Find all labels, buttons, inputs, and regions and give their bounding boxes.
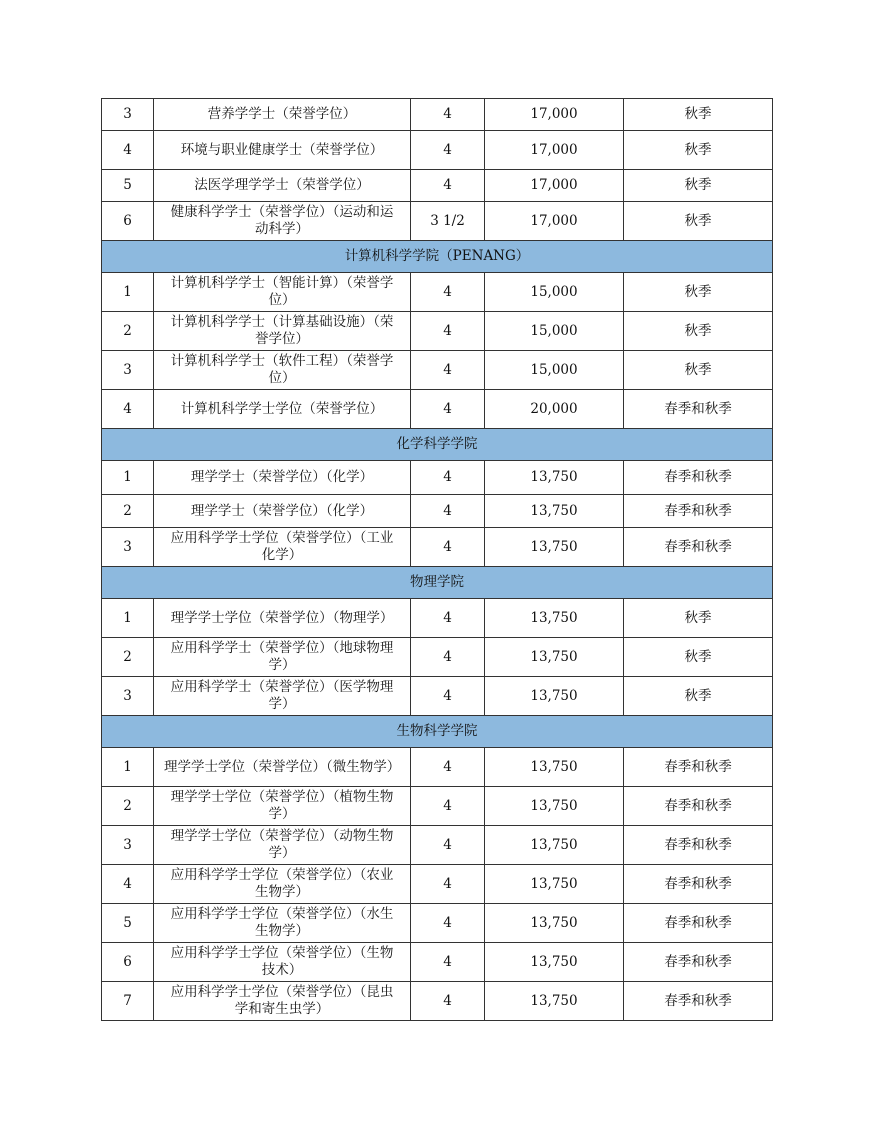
duration-years-cell: 4 bbox=[411, 528, 485, 567]
intake-season-cell: 秋季 bbox=[624, 351, 773, 390]
program-name-cell: 理学学士（荣誉学位）（化学） bbox=[154, 495, 411, 528]
intake-season-cell: 秋季 bbox=[624, 273, 773, 312]
intake-season-cell: 秋季 bbox=[624, 638, 773, 677]
section-header-row bbox=[102, 429, 773, 461]
program-number-cell: 5 bbox=[102, 904, 154, 943]
table-row bbox=[102, 495, 773, 528]
duration-years-cell: 4 bbox=[411, 170, 485, 202]
program-name-cell: 应用科学学士学位（荣誉学位）（生物技术） bbox=[154, 943, 411, 982]
tuition-fee-cell: 13,750 bbox=[485, 599, 624, 638]
intake-season-cell: 秋季 bbox=[624, 131, 773, 170]
section-header-row bbox=[102, 567, 773, 599]
program-name-cell: 计算机科学学士（智能计算）（荣誉学位） bbox=[154, 273, 411, 312]
tuition-fee-cell: 17,000 bbox=[485, 202, 624, 241]
intake-season-cell: 春季和秋季 bbox=[624, 748, 773, 787]
table-row bbox=[102, 131, 773, 170]
programs-table bbox=[101, 98, 773, 1021]
tuition-fee-cell: 13,750 bbox=[485, 638, 624, 677]
program-number-cell: 5 bbox=[102, 170, 154, 202]
duration-years-cell: 4 bbox=[411, 677, 485, 716]
tuition-fee-cell: 13,750 bbox=[485, 495, 624, 528]
section-title: 生物科学学院 bbox=[102, 716, 773, 748]
intake-season-cell: 春季和秋季 bbox=[624, 495, 773, 528]
program-name-cell: 环境与职业健康学士（荣誉学位） bbox=[154, 131, 411, 170]
tuition-fee-cell: 13,750 bbox=[485, 982, 624, 1021]
section-header-row bbox=[102, 241, 773, 273]
tuition-fee-cell: 15,000 bbox=[485, 351, 624, 390]
tuition-fee-cell: 13,750 bbox=[485, 865, 624, 904]
tuition-fee-cell: 20,000 bbox=[485, 390, 624, 429]
tuition-fee-cell: 17,000 bbox=[485, 131, 624, 170]
table-body bbox=[102, 99, 773, 1021]
program-name-cell: 计算机科学学士（计算基础设施）（荣誉学位） bbox=[154, 312, 411, 351]
intake-season-cell: 秋季 bbox=[624, 312, 773, 351]
intake-season-cell: 春季和秋季 bbox=[624, 865, 773, 904]
intake-season-cell: 春季和秋季 bbox=[624, 982, 773, 1021]
tuition-fee-cell: 15,000 bbox=[485, 312, 624, 351]
table-row bbox=[102, 599, 773, 638]
table-row bbox=[102, 787, 773, 826]
intake-season-cell: 春季和秋季 bbox=[624, 904, 773, 943]
program-number-cell: 7 bbox=[102, 982, 154, 1021]
program-number-cell: 6 bbox=[102, 202, 154, 241]
duration-years-cell: 4 bbox=[411, 826, 485, 865]
program-number-cell: 6 bbox=[102, 943, 154, 982]
table-row bbox=[102, 904, 773, 943]
intake-season-cell: 秋季 bbox=[624, 202, 773, 241]
duration-years-cell: 4 bbox=[411, 638, 485, 677]
program-number-cell: 4 bbox=[102, 865, 154, 904]
table-row bbox=[102, 528, 773, 567]
duration-years-cell: 4 bbox=[411, 982, 485, 1021]
intake-season-cell: 春季和秋季 bbox=[624, 826, 773, 865]
intake-season-cell: 春季和秋季 bbox=[624, 787, 773, 826]
section-title: 物理学院 bbox=[102, 567, 773, 599]
duration-years-cell: 4 bbox=[411, 461, 485, 495]
section-header-row bbox=[102, 716, 773, 748]
program-name-cell: 计算机科学学士（软件工程）（荣誉学位） bbox=[154, 351, 411, 390]
duration-years-cell: 3 1/2 bbox=[411, 202, 485, 241]
intake-season-cell: 春季和秋季 bbox=[624, 528, 773, 567]
program-name-cell: 理学学士学位（荣誉学位）（植物生物学） bbox=[154, 787, 411, 826]
program-name-cell: 法医学理学学士（荣誉学位） bbox=[154, 170, 411, 202]
tuition-fee-cell: 17,000 bbox=[485, 99, 624, 131]
program-number-cell: 3 bbox=[102, 677, 154, 716]
table-row bbox=[102, 390, 773, 429]
program-number-cell: 4 bbox=[102, 390, 154, 429]
table-row bbox=[102, 748, 773, 787]
duration-years-cell: 4 bbox=[411, 273, 485, 312]
table-row bbox=[102, 677, 773, 716]
program-name-cell: 营养学学士（荣誉学位） bbox=[154, 99, 411, 131]
table-row bbox=[102, 638, 773, 677]
program-number-cell: 3 bbox=[102, 826, 154, 865]
program-number-cell: 2 bbox=[102, 495, 154, 528]
program-name-cell: 应用科学学士（荣誉学位）（地球物理学） bbox=[154, 638, 411, 677]
duration-years-cell: 4 bbox=[411, 787, 485, 826]
program-name-cell: 理学学士学位（荣誉学位）（微生物学） bbox=[154, 748, 411, 787]
duration-years-cell: 4 bbox=[411, 351, 485, 390]
intake-season-cell: 秋季 bbox=[624, 599, 773, 638]
program-name-cell: 应用科学学士学位（荣誉学位）（水生生物学） bbox=[154, 904, 411, 943]
duration-years-cell: 4 bbox=[411, 748, 485, 787]
table-row bbox=[102, 826, 773, 865]
intake-season-cell: 春季和秋季 bbox=[624, 461, 773, 495]
program-name-cell: 应用科学学士学位（荣誉学位）（工业化学） bbox=[154, 528, 411, 567]
program-number-cell: 3 bbox=[102, 528, 154, 567]
duration-years-cell: 4 bbox=[411, 943, 485, 982]
program-number-cell: 3 bbox=[102, 351, 154, 390]
program-number-cell: 4 bbox=[102, 131, 154, 170]
table-row bbox=[102, 461, 773, 495]
tuition-fee-cell: 15,000 bbox=[485, 273, 624, 312]
tuition-fee-cell: 13,750 bbox=[485, 677, 624, 716]
table-row bbox=[102, 865, 773, 904]
table-row bbox=[102, 99, 773, 131]
program-number-cell: 2 bbox=[102, 312, 154, 351]
duration-years-cell: 4 bbox=[411, 495, 485, 528]
intake-season-cell: 春季和秋季 bbox=[624, 390, 773, 429]
duration-years-cell: 4 bbox=[411, 312, 485, 351]
intake-season-cell: 春季和秋季 bbox=[624, 943, 773, 982]
table-row bbox=[102, 982, 773, 1021]
tuition-fee-cell: 13,750 bbox=[485, 748, 624, 787]
intake-season-cell: 秋季 bbox=[624, 677, 773, 716]
table-row bbox=[102, 351, 773, 390]
program-name-cell: 应用科学学士学位（荣誉学位）（农业生物学） bbox=[154, 865, 411, 904]
tuition-fee-cell: 13,750 bbox=[485, 787, 624, 826]
tuition-fee-cell: 13,750 bbox=[485, 528, 624, 567]
program-name-cell: 应用科学学士（荣誉学位）（医学物理学） bbox=[154, 677, 411, 716]
program-number-cell: 1 bbox=[102, 273, 154, 312]
duration-years-cell: 4 bbox=[411, 904, 485, 943]
duration-years-cell: 4 bbox=[411, 865, 485, 904]
tuition-fee-cell: 13,750 bbox=[485, 904, 624, 943]
program-name-cell: 计算机科学学士学位（荣誉学位） bbox=[154, 390, 411, 429]
intake-season-cell: 秋季 bbox=[624, 170, 773, 202]
duration-years-cell: 4 bbox=[411, 99, 485, 131]
program-number-cell: 2 bbox=[102, 638, 154, 677]
section-title: 计算机科学学院（PENANG） bbox=[102, 241, 773, 273]
program-name-cell: 理学学士学位（荣誉学位）（动物生物学） bbox=[154, 826, 411, 865]
table-row bbox=[102, 312, 773, 351]
tuition-fee-cell: 17,000 bbox=[485, 170, 624, 202]
duration-years-cell: 4 bbox=[411, 599, 485, 638]
program-number-cell: 2 bbox=[102, 787, 154, 826]
program-name-cell: 理学学士学位（荣誉学位）（物理学） bbox=[154, 599, 411, 638]
table-row bbox=[102, 170, 773, 202]
table-row bbox=[102, 202, 773, 241]
program-name-cell: 健康科学学士（荣誉学位）（运动和运动科学） bbox=[154, 202, 411, 241]
tuition-fee-cell: 13,750 bbox=[485, 461, 624, 495]
program-name-cell: 理学学士（荣誉学位）（化学） bbox=[154, 461, 411, 495]
program-name-cell: 应用科学学士学位（荣誉学位）（昆虫学和寄生虫学） bbox=[154, 982, 411, 1021]
duration-years-cell: 4 bbox=[411, 131, 485, 170]
program-number-cell: 1 bbox=[102, 748, 154, 787]
program-number-cell: 3 bbox=[102, 99, 154, 131]
duration-years-cell: 4 bbox=[411, 390, 485, 429]
intake-season-cell: 秋季 bbox=[624, 99, 773, 131]
table-row bbox=[102, 943, 773, 982]
table-row bbox=[102, 273, 773, 312]
tuition-fee-cell: 13,750 bbox=[485, 943, 624, 982]
program-number-cell: 1 bbox=[102, 599, 154, 638]
tuition-fee-cell: 13,750 bbox=[485, 826, 624, 865]
section-title: 化学科学学院 bbox=[102, 429, 773, 461]
program-number-cell: 1 bbox=[102, 461, 154, 495]
